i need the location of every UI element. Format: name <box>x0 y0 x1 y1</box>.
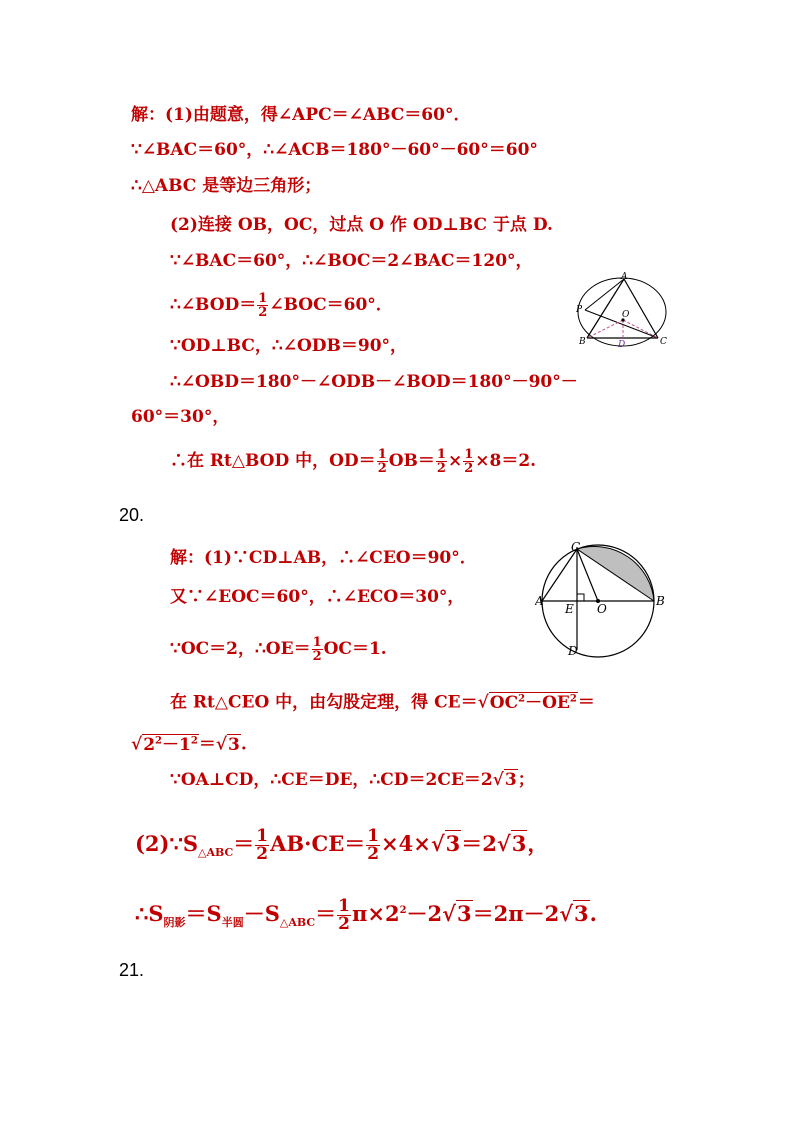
label-B: B <box>656 594 665 608</box>
figure-circle-shaded <box>535 538 675 663</box>
sqrt-radical: √ <box>477 692 489 713</box>
label-B: B <box>579 337 586 347</box>
sqrt-radical: √ <box>442 901 456 926</box>
question-number-20: 20. <box>119 505 145 525</box>
fraction-half: $\frac{1}{2}$ <box>338 896 350 934</box>
label-E: E <box>565 602 574 616</box>
fraction-half: $\frac{1}{2}$ <box>367 826 380 864</box>
sol19-line4: (2)连接 OB，OC，过点 O 作 OD⊥BC 于点 D. <box>170 215 553 235</box>
sol20-line8: $\therefore S_{阴影}=S_{半圆}-S_{\triangle ABC}=$ $\frac{1}{2}$ $\pi\times 2^2-2√3=2\pi-2√3$. <box>135 896 597 934</box>
label-D: D <box>568 644 578 658</box>
sol20-line5: $√2^2-1^2=√3$. <box>131 734 247 755</box>
fraction-half: $\frac{1}{2}$ <box>464 447 474 476</box>
sqrt-radical: √ <box>492 770 504 790</box>
fraction-half: $\frac{1}{2}$ <box>377 447 387 476</box>
sol20-line3: ∵OC＝2，∴OE＝ $\frac{1}{2}$ OC＝1. <box>170 635 387 664</box>
sol19-line1: 解：(1)由题意，得∠APC＝∠ABC＝60°． <box>131 105 471 125</box>
sqrt-radical: √ <box>215 734 227 755</box>
sol20-line1: 解：(1)∵CD⊥AB，∴∠CEO＝90°． <box>170 548 477 568</box>
radicand: $OC^2-OE^2$ <box>489 692 577 713</box>
sqrt-radical: √ <box>496 831 511 856</box>
sol20-line7: $(2)\because S_{\triangle ABC}=$ $\frac{1}{2}$ AB·CE＝ $\frac{1}{2}$ ×4×√3＝2√3， <box>135 826 549 864</box>
sol19-line10: ∴在 Rt△BOD 中，OD＝ $\frac{1}{2}$ OB＝ $\frac{1}{2}$ × $\frac{1}{2}$ ×8＝2. <box>170 447 537 476</box>
fraction-half: $\frac{1}{2}$ <box>258 291 268 320</box>
sol19-line3: ∴△ABC 是等边三角形； <box>131 176 322 196</box>
label-D: D <box>618 340 626 350</box>
question-number-21: 21. <box>119 960 145 980</box>
sol20-line4: 在 Rt△CEO 中，由勾股定理，得 $CE=√OC^2-OE^2=$ <box>170 692 595 713</box>
fraction-half: $\frac{1}{2}$ <box>436 447 446 476</box>
sqrt-radical: √ <box>430 831 445 856</box>
label-C: C <box>571 540 581 554</box>
sol20-line6: ∵OA⊥CD，∴CE＝DE，∴CD＝2CE＝2√3； <box>170 770 535 790</box>
fraction-half: $\frac{1}{2}$ <box>312 635 322 664</box>
label-O: O <box>622 310 630 320</box>
label-A: A <box>621 272 628 282</box>
radicand: $2^2-1^2$ <box>143 734 198 755</box>
sol19-line2: ∵∠BAC＝60°，∴∠ACB＝180°－60°－60°＝60° <box>131 140 538 160</box>
label-C: C <box>660 337 667 347</box>
sol19-line7: ∵OD⊥BC，∴∠ODB＝90°， <box>170 336 408 356</box>
label-O: O <box>597 602 607 616</box>
sol20-line2: 又∵∠EOC＝60°，∴∠ECO＝30°， <box>170 587 465 607</box>
sol19-line5: ∵∠BAC＝60°，∴∠BOC＝2∠BAC＝120°， <box>170 251 533 271</box>
fraction-half: $\frac{1}{2}$ <box>256 826 269 864</box>
label-P: P <box>576 305 583 315</box>
label-A: A <box>535 594 544 608</box>
sol19-line8: ∴∠OBD＝180°－∠ODB－∠BOD＝180°－90°－ <box>170 372 578 392</box>
sqrt-radical: √ <box>559 901 574 926</box>
sol19-line9: 60°＝30°， <box>131 407 230 427</box>
sol19-line6: ∴∠BOD＝ $\frac{1}{2}$ ∠BOC＝60°． <box>170 291 393 320</box>
figure-circle-triangle <box>570 270 675 354</box>
sqrt-radical: √ <box>131 734 143 755</box>
